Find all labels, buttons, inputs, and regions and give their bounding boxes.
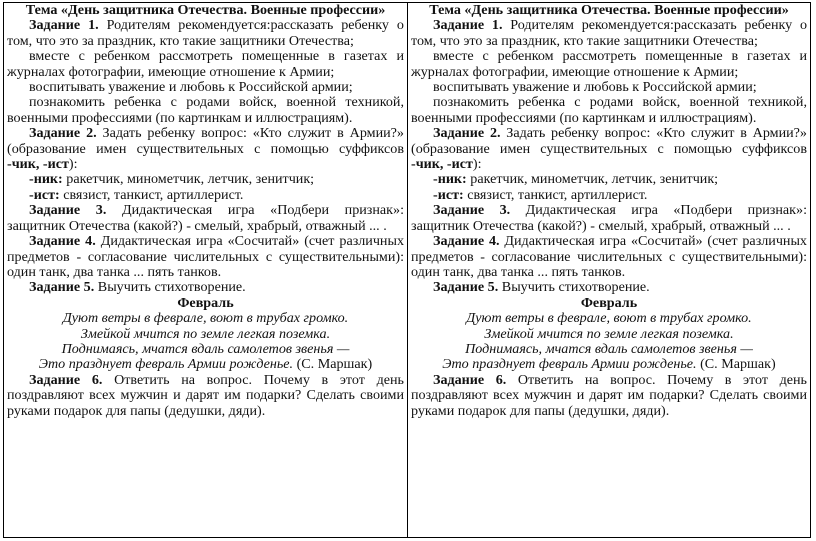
task-4-label: Задание 4. [29, 233, 96, 250]
task-6-text: Ответить на вопрос. Почему в этот день поздравляют всех мужчин и дарят им подарки? Сделать своими руками подарок для папы (дедушки, дяди). [7, 371, 404, 419]
task-4 [7, 234, 404, 280]
poem-author: (С. Маршак) [293, 356, 373, 373]
topic-title: Тема «День защитника Отечества. Военные профессии» [25, 2, 386, 18]
poem-line-4 [411, 357, 807, 372]
task-3-label: Задание 3. [433, 202, 511, 219]
task-1-label: Задание 1. [29, 17, 99, 34]
right-column [407, 3, 810, 537]
task-2-end: ): [68, 156, 78, 173]
suffix-nik-text: ракетчик, минометчик, летчик, зенитчик; [62, 171, 315, 188]
task-6 [7, 373, 404, 419]
task-2-text: Задать ребенку вопрос: «Кто служит в Армии?» (образование имен существительных с помощью суффиксов [7, 125, 404, 157]
task-2-end: ): [472, 156, 482, 173]
poem-title: Февраль [177, 294, 234, 311]
poem-line-4 [7, 357, 404, 372]
task-1-item-d: познакомить ребенка с родами войск, военной техникой, военными профессиями (по картинкам и иллюстрациям). [7, 94, 404, 126]
task-2-suffixes: -чик, -ист [411, 156, 473, 173]
poem-line-1: Дуют ветры в феврале, воют в трубах громко. [466, 310, 752, 327]
poem-title: Февраль [580, 294, 638, 311]
poem-line-4-text: Это празднует февраль Армии рожденье. [38, 356, 294, 373]
task-5 [7, 280, 404, 295]
poem-line-2: Змейкой мчится по земле легкая поземка. [484, 325, 734, 342]
suffix-ist-line [411, 188, 807, 203]
task-5-label: Задание 5. [29, 279, 95, 296]
task-1-item-c: воспитывать уважение и любовь к Российской армии; [29, 79, 353, 96]
task-2 [411, 126, 807, 172]
suffix-ist-line [7, 188, 404, 203]
task-2-suffixes: -чик, -ист [7, 156, 69, 173]
suffix-nik-label: -ник: [433, 171, 467, 188]
task-4-label: Задание 4. [433, 233, 500, 250]
task-1-item-c: воспитывать уважение и любовь к Российской армии; [433, 79, 757, 96]
poem-line-1: Дуют ветры в феврале, воют в трубах громко. [62, 310, 349, 327]
task-5 [411, 280, 807, 295]
suffix-ist-text: связист, танкист, артиллерист. [463, 186, 648, 203]
suffix-ist-label: -ист: [433, 186, 464, 203]
topic-title: Тема «День защитника Отечества. Военные профессии» [429, 2, 789, 18]
poem-line-3: Поднимаясь, мчатся вдаль самолетов звенья — [61, 340, 350, 357]
task-3 [411, 203, 807, 234]
task-4-text: Дидактическая игра «Сосчитай» (счет различных предметов - согласование числительных с существительными): один танк, два танка ... пять танков. [411, 233, 807, 280]
task-5-text: Выучить стихотворение. [498, 279, 650, 296]
poem-line-4-text: Это празднует февраль Армии рожденье. [442, 356, 697, 373]
task-6-text: Ответить на вопрос. Почему в этот день поздравляют всех мужчин и дарят им подарки? Сделать своими руками подарок для папы (дедушки, дяди). [411, 371, 807, 419]
task-1 [7, 18, 404, 49]
suffix-ist-label: -ист: [29, 186, 60, 203]
task-1-text: Родителям рекомендуется:рассказать ребенку о том, что это за праздник, кто такие защитники Отечества; [411, 17, 807, 49]
suffix-nik-label: -ник: [29, 171, 63, 188]
document-table [3, 2, 811, 538]
task-6 [411, 373, 807, 419]
task-1-text: Родителям рекомендуется:рассказать ребенку о том, что это за праздник, кто такие защитники Отечества; [7, 17, 404, 49]
task-5-label: Задание 5. [433, 279, 499, 296]
task-3 [7, 203, 404, 234]
task-2-label: Задание 2. [433, 125, 501, 142]
suffix-nik-line [411, 172, 807, 187]
task-3-text: Дидактическая игра «Подбери признак»: защитник Отечества (какой?) - смелый, храбрый, отважный ... . [7, 202, 404, 234]
task-4 [411, 234, 807, 280]
task-6-label: Задание 6. [433, 371, 507, 388]
task-5-text: Выучить стихотворение. [94, 279, 246, 296]
task-3-label: Задание 3. [29, 202, 107, 219]
task-2-label: Задание 2. [29, 125, 97, 142]
suffix-ist-text: связист, танкист, артиллерист. [59, 186, 244, 203]
poem-line-2: Змейкой мчится по земле легкая поземка. [80, 325, 331, 342]
task-6-label: Задание 6. [29, 371, 103, 388]
task-1-label: Задание 1. [433, 17, 503, 34]
task-2-text: Задать ребенку вопрос: «Кто служит в Армии?» (образование имен существительных с помощью суффиксов [411, 125, 807, 157]
task-1-item-b: вместе с ребенком рассмотреть помещенные в газетах и журналах фотографии, имеющие отношение к Армии; [7, 48, 404, 80]
task-1-item-b: вместе с ребенком рассмотреть помещенные в газетах и журналах фотографии, имеющие отношение к Армии; [411, 48, 807, 80]
poem-author: (С. Маршак) [696, 356, 776, 373]
suffix-nik-line [7, 172, 404, 187]
task-1-item-d: познакомить ребенка с родами войск, военной техникой, военными профессиями (по картинкам и иллюстрациям). [411, 94, 807, 126]
task-4-text: Дидактическая игра «Сосчитай» (счет различных предметов - согласование числительных с существительными): один танк, два танка ... пять танков. [7, 233, 404, 280]
left-column [4, 3, 407, 537]
task-1 [411, 18, 807, 49]
poem-line-3: Поднимаясь, мчатся вдаль самолетов звенья — [465, 340, 753, 357]
task-3-text: Дидактическая игра «Подбери признак»: защитник Отечества (какой?) - смелый, храбрый, отважный ... . [411, 202, 807, 234]
task-2 [7, 126, 404, 172]
suffix-nik-text: ракетчик, минометчик, летчик, зенитчик; [466, 171, 719, 188]
